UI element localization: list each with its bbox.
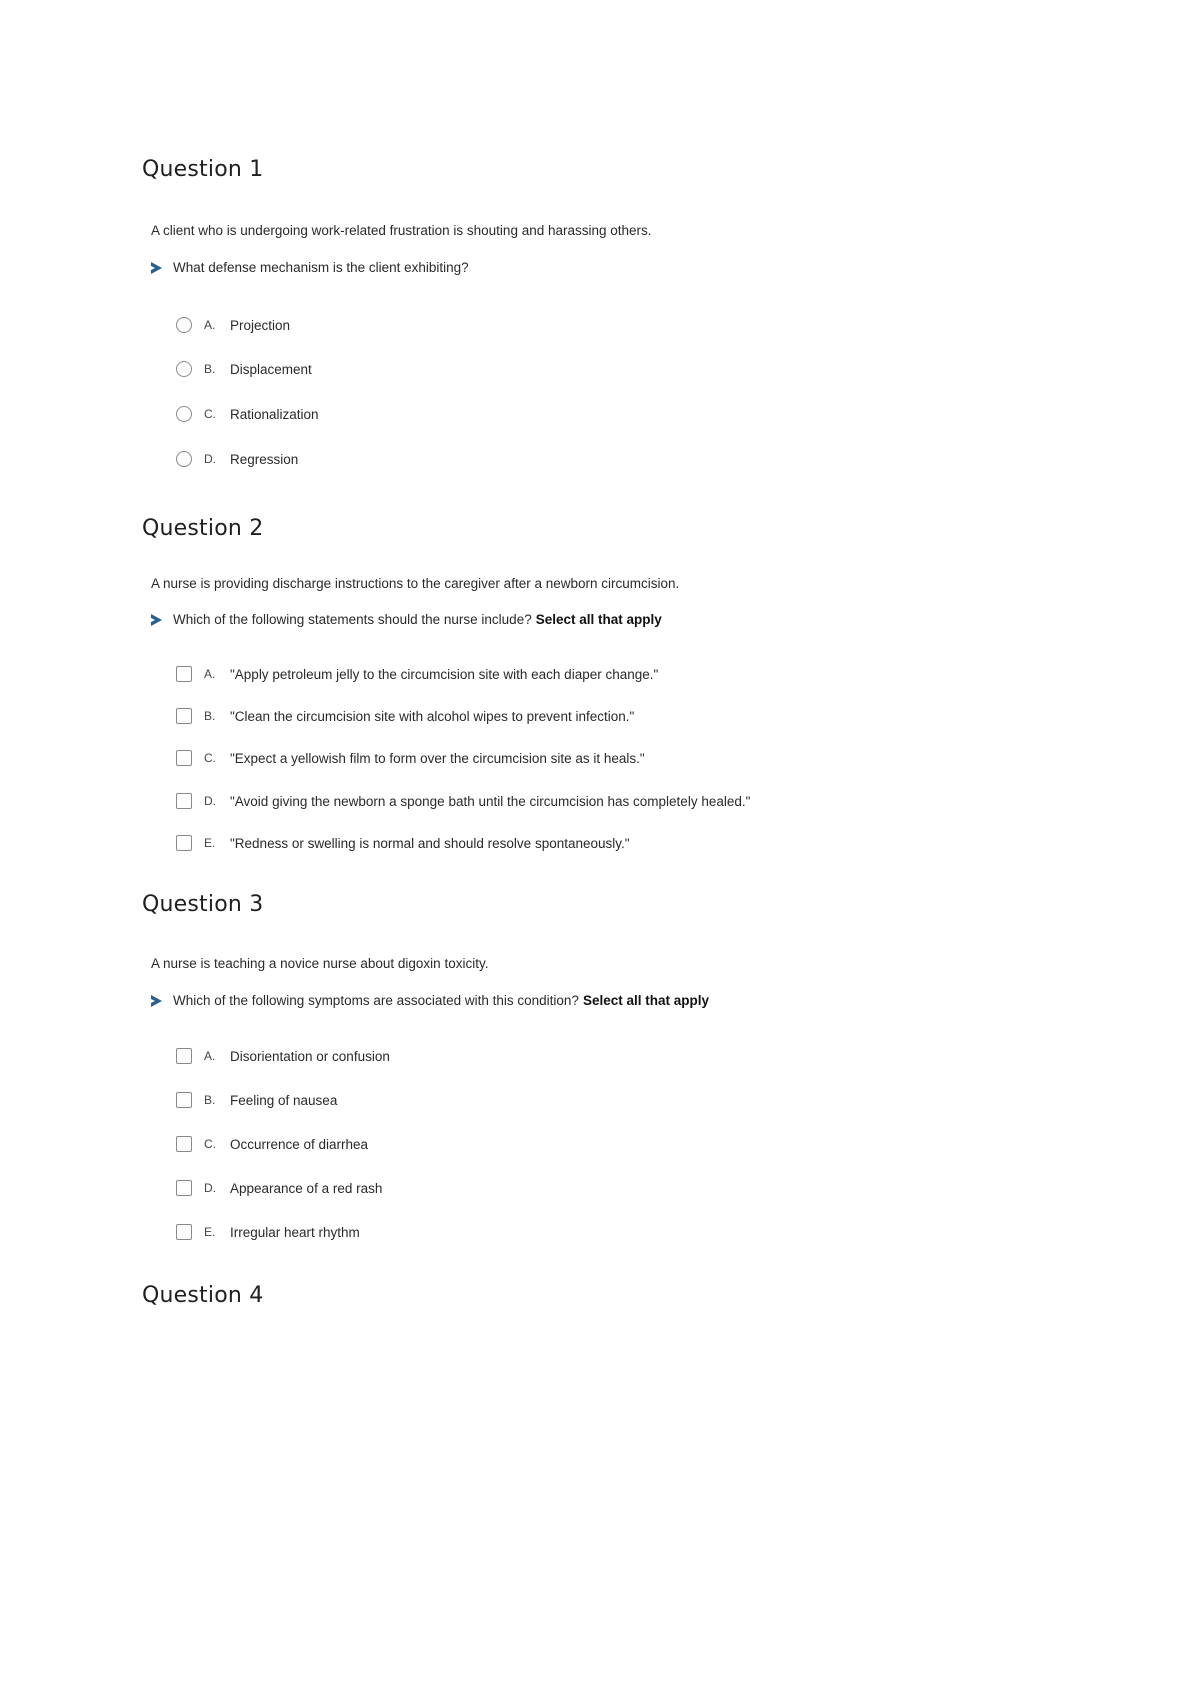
prompt-instruction: Select all that apply — [582, 993, 709, 1008]
checkbox-empty-icon[interactable] — [176, 1136, 192, 1152]
option-text: "Avoid giving the newborn a sponge bath until the circumcision has completely healed." — [230, 793, 751, 809]
option-letter: D. — [204, 452, 216, 466]
answer-option-e[interactable] — [176, 1220, 360, 1244]
arrow-right-icon — [151, 614, 162, 626]
answer-option-b[interactable] — [176, 704, 634, 728]
option-text: Irregular heart rhythm — [230, 1224, 360, 1240]
option-letter: C. — [204, 751, 216, 765]
answer-option-a[interactable] — [176, 313, 290, 337]
question-title: Question 1 — [142, 157, 264, 182]
question-title: Question 4 — [142, 1283, 264, 1308]
question-stem: A nurse is teaching a novice nurse about digoxin toxicity. — [151, 956, 489, 971]
checkbox-empty-icon[interactable] — [176, 1048, 192, 1064]
answer-option-c[interactable] — [176, 746, 645, 770]
option-letter: A. — [204, 1049, 216, 1063]
question-stem: A client who is undergoing work-related frustration is shouting and harassing others. — [151, 223, 652, 238]
option-letter: A. — [204, 667, 216, 681]
answer-option-a[interactable] — [176, 662, 658, 686]
question-title: Question 3 — [142, 892, 264, 917]
option-text: "Redness or swelling is normal and should resolve spontaneously." — [230, 835, 630, 851]
option-letter: E. — [204, 1225, 216, 1239]
option-letter: A. — [204, 318, 216, 332]
prompt-instruction: Select all that apply — [535, 612, 662, 627]
checkbox-empty-icon[interactable] — [176, 1224, 192, 1240]
question-1 — [142, 155, 1102, 475]
radio-empty-icon[interactable] — [176, 361, 192, 377]
arrow-right-icon — [151, 995, 162, 1007]
option-letter: B. — [204, 362, 216, 376]
answer-option-c[interactable] — [176, 1132, 368, 1156]
option-letter: C. — [204, 1137, 216, 1151]
checkbox-empty-icon[interactable] — [176, 835, 192, 851]
option-letter: D. — [204, 1181, 216, 1195]
answer-option-d[interactable] — [176, 447, 298, 471]
answer-option-c[interactable] — [176, 402, 319, 426]
prompt-text: What defense mechanism is the client exhibiting? — [173, 260, 469, 275]
option-letter: C. — [204, 407, 216, 421]
prompt-text: Which of the following symptoms are associated with this condition? — [173, 993, 579, 1008]
question-3 — [142, 890, 1102, 1250]
answer-option-a[interactable] — [176, 1044, 390, 1068]
question-prompt — [151, 612, 662, 627]
answer-option-d[interactable] — [176, 789, 750, 813]
option-letter: B. — [204, 709, 216, 723]
checkbox-empty-icon[interactable] — [176, 750, 192, 766]
option-text: "Expect a yellowish film to form over the circumcision site as it heals." — [230, 750, 645, 766]
checkbox-empty-icon[interactable] — [176, 1092, 192, 1108]
radio-empty-icon[interactable] — [176, 317, 192, 333]
answer-option-b[interactable] — [176, 357, 312, 381]
option-text: "Apply petroleum jelly to the circumcision site with each diaper change." — [230, 666, 659, 682]
option-text: Appearance of a red rash — [230, 1180, 383, 1196]
question-2 — [142, 514, 1102, 854]
option-text: Rationalization — [230, 406, 319, 422]
checkbox-empty-icon[interactable] — [176, 708, 192, 724]
checkbox-empty-icon[interactable] — [176, 793, 192, 809]
option-text: Projection — [230, 317, 291, 333]
question-4 — [142, 1281, 1102, 1321]
checkbox-empty-icon[interactable] — [176, 666, 192, 682]
question-stem: A nurse is providing discharge instructions to the caregiver after a newborn circumcision. — [151, 576, 680, 591]
question-prompt — [151, 260, 469, 275]
option-text: Regression — [230, 451, 299, 467]
option-text: Occurrence of diarrhea — [230, 1136, 369, 1152]
answer-option-d[interactable] — [176, 1176, 382, 1200]
radio-empty-icon[interactable] — [176, 451, 192, 467]
question-prompt — [151, 993, 709, 1008]
option-letter: E. — [204, 836, 216, 850]
option-letter: D. — [204, 794, 216, 808]
option-text: "Clean the circumcision site with alcohol wipes to prevent infection." — [230, 708, 635, 724]
option-text: Disorientation or confusion — [230, 1048, 390, 1064]
prompt-text: Which of the following statements should the nurse include? — [173, 612, 532, 627]
radio-empty-icon[interactable] — [176, 406, 192, 422]
option-letter: B. — [204, 1093, 216, 1107]
question-title: Question 2 — [142, 516, 264, 541]
answer-option-b[interactable] — [176, 1088, 337, 1112]
answer-option-e[interactable] — [176, 831, 630, 855]
checkbox-empty-icon[interactable] — [176, 1180, 192, 1196]
arrow-right-icon — [151, 262, 162, 274]
option-text: Displacement — [230, 361, 312, 377]
option-text: Feeling of nausea — [230, 1092, 338, 1108]
